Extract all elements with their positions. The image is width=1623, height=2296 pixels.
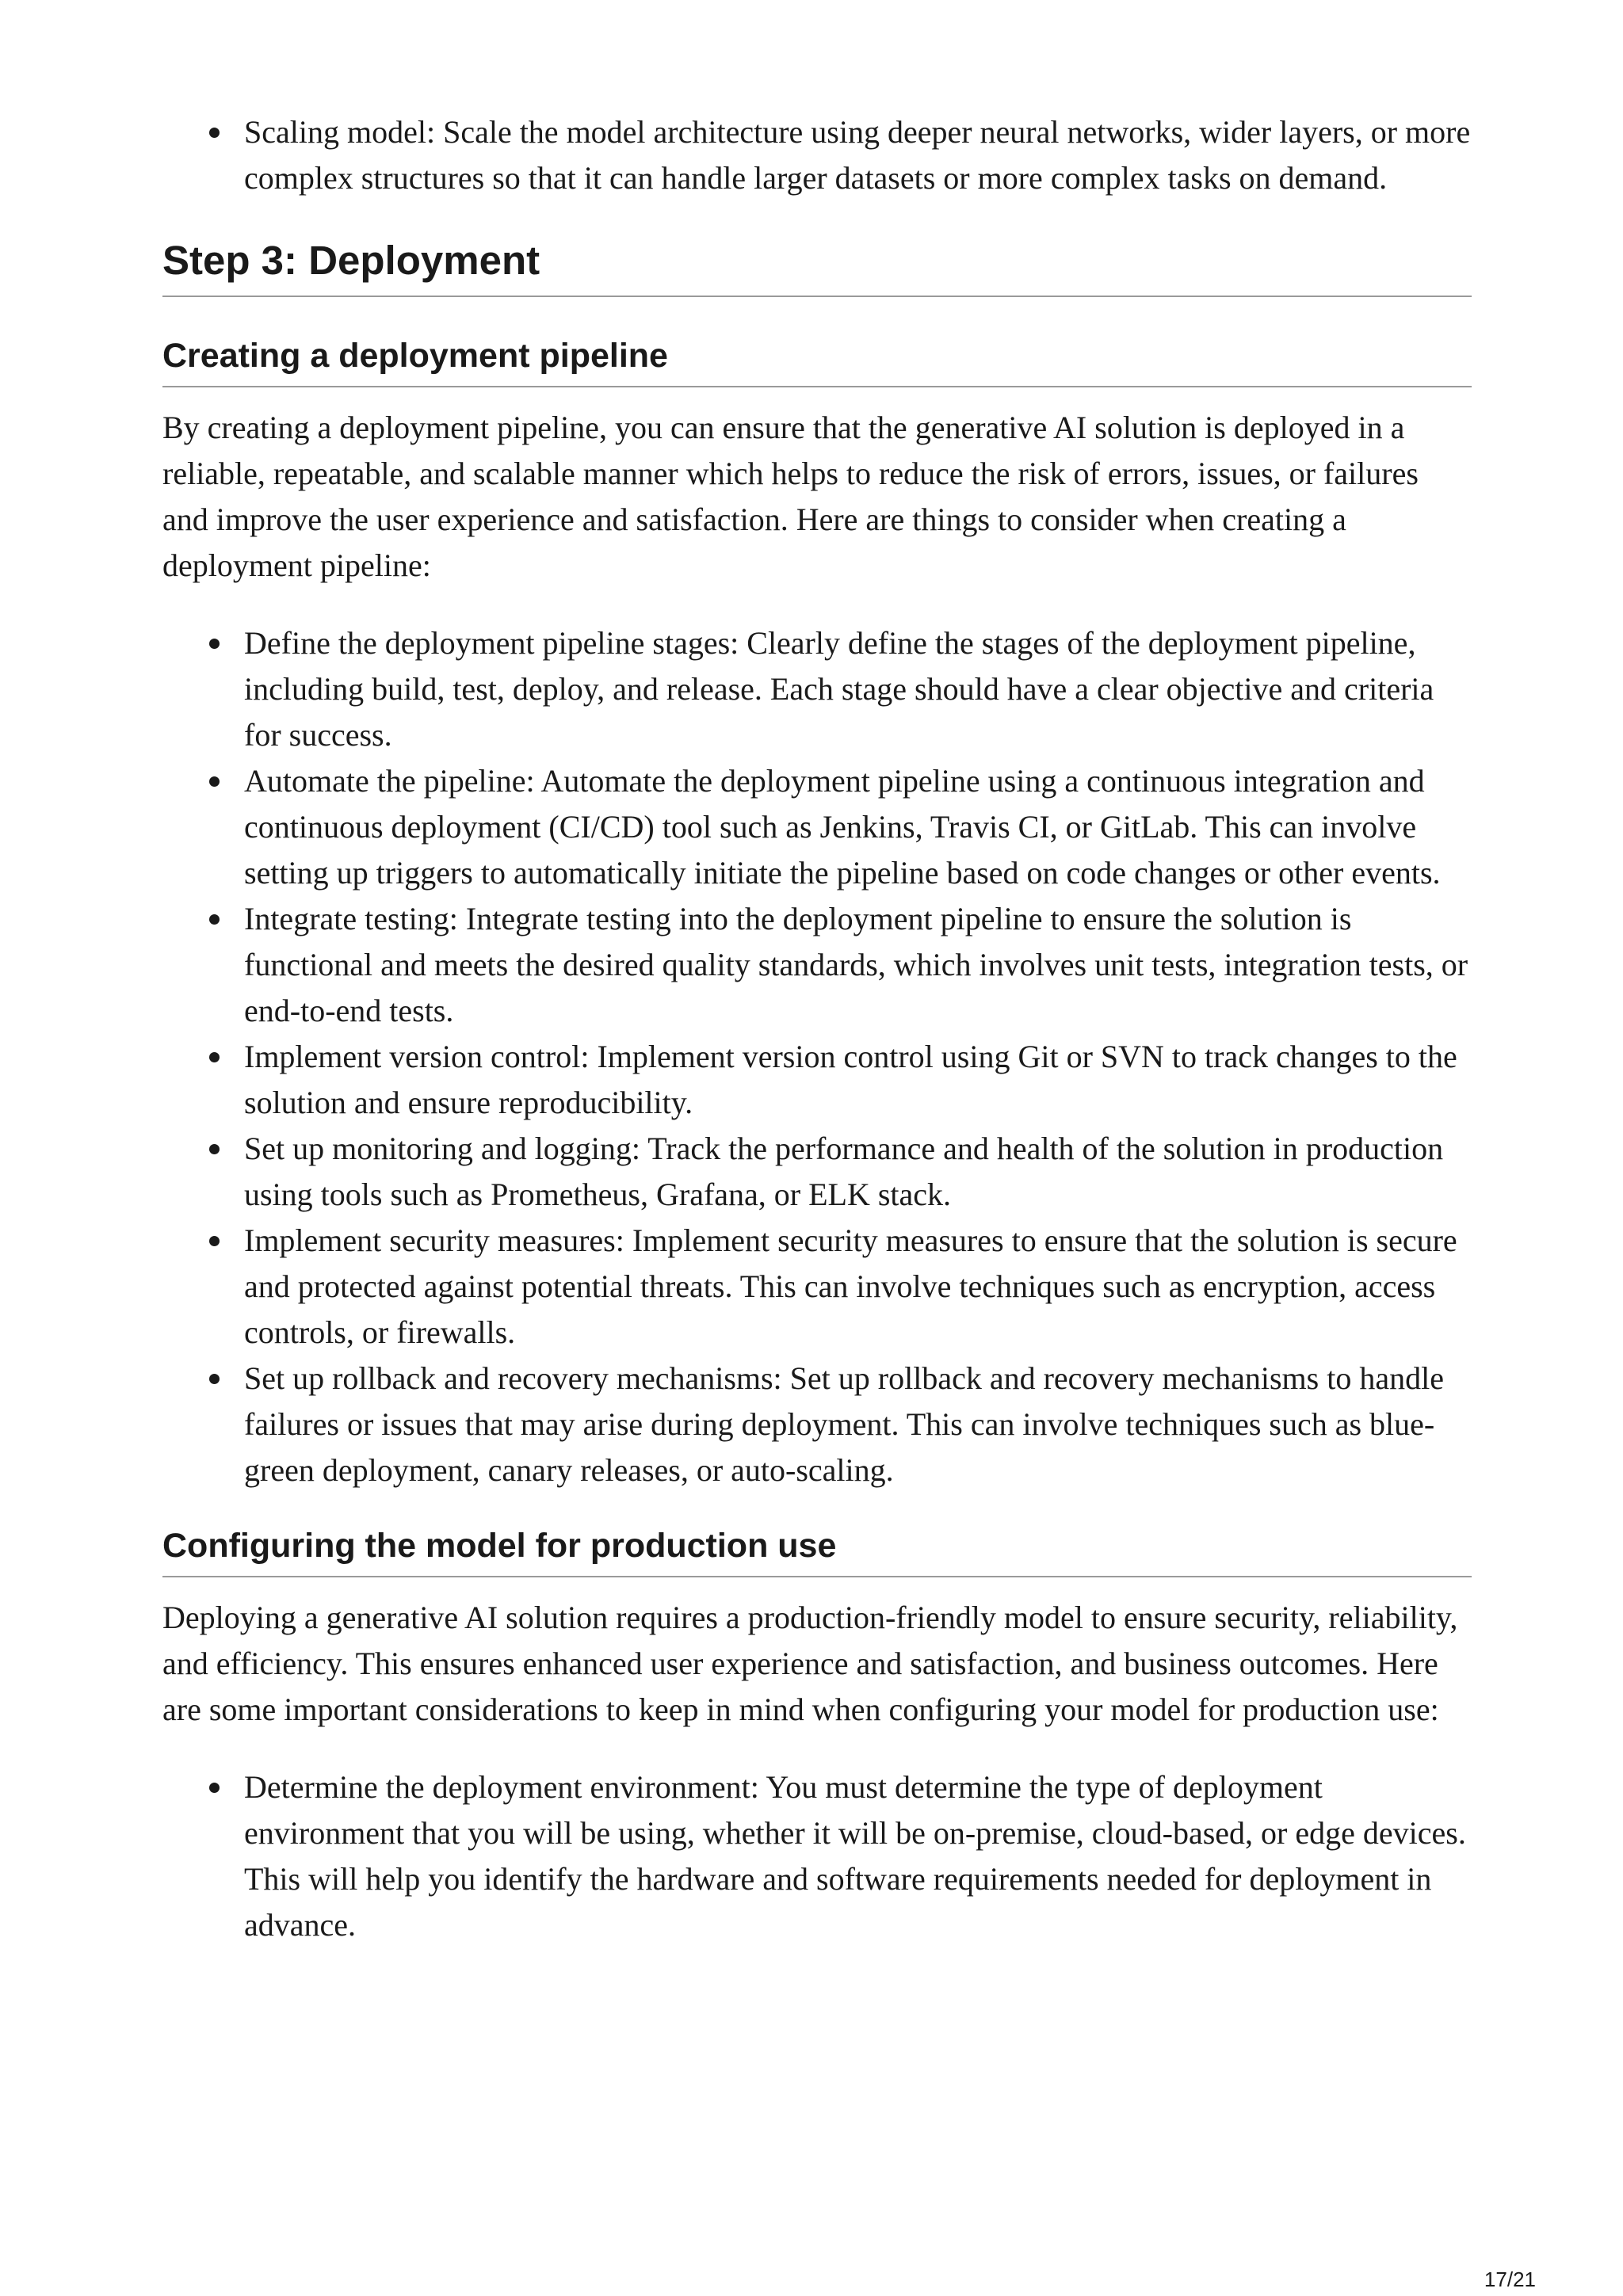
- list-item: Determine the deployment environment: You must determine the type of deployment environment that you will be using, whether it will be on-premise, cloud-based, or edge devices. This will help you identify the hardware and software requirements needed for deployment in advance.: [244, 1764, 1472, 1948]
- list-item: Implement version control: Implement version control using Git or SVN to track changes to the solution and ensure reproducibility.: [244, 1034, 1472, 1126]
- subsection-heading-deployment-pipeline: Creating a deployment pipeline: [162, 335, 1472, 387]
- paragraph-production-config-intro: Deploying a generative AI solution requires a production-friendly model to ensure security, reliability, and efficiency. This ensures enhanced user experience and satisfaction, and business outcomes. Here are some important considerations to keep in mind when configuring your model for production use:: [162, 1600, 1458, 1727]
- section-heading-step3: Step 3: Deployment: [162, 237, 1472, 297]
- list-item: Automate the pipeline: Automate the deployment pipeline using a continuous integration and continuous deployment (CI/CD) tool such as Jenkins, Travis CI, or GitLab. This can involve setting up triggers to automatically initiate the pipeline based on code changes or other events.: [244, 758, 1472, 896]
- list-item: Integrate testing: Integrate testing into the deployment pipeline to ensure the solution is functional and meets the desired quality standards, which involves unit tests, integration tests, or end-to-end tests.: [244, 896, 1472, 1034]
- subsection-heading-production-config: Configuring the model for production use: [162, 1525, 1472, 1577]
- paragraph-deployment-pipeline-intro: By creating a deployment pipeline, you can ensure that the generative AI solution is deployed in a reliable, repeatable, and scalable manner which helps to reduce the risk of errors, issues, or failures and improve the user experience and satisfaction. Here are things to consider when creating a deployment pipeline:: [162, 410, 1419, 583]
- list-item: Set up monitoring and logging: Track the performance and health of the solution in production using tools such as Prometheus, Grafana, or ELK stack.: [244, 1126, 1472, 1218]
- document-page: [162, 109, 1472, 1948]
- list-item: Implement security measures: Implement security measures to ensure that the solution is secure and protected against potential threats. This can involve techniques such as encryption, access controls, or firewalls.: [244, 1218, 1472, 1356]
- list-item: Define the deployment pipeline stages: Clearly define the stages of the deployment pipeline, including build, test, deploy, and release. Each stage should have a clear objective and criteria for success.: [244, 620, 1472, 758]
- page-number: 17/21: [1484, 2267, 1536, 2291]
- list-item: Set up rollback and recovery mechanisms: Set up rollback and recovery mechanisms to handle failures or issues that may arise during deployment. This can involve techniques such as blue-green deployment, canary releases, or auto-scaling.: [244, 1356, 1472, 1493]
- list-item: Scaling model: Scale the model architecture using deeper neural networks, wider layers, or more complex structures so that it can handle larger datasets or more complex tasks on demand.: [244, 109, 1472, 201]
- scaling-list: [162, 109, 1472, 201]
- deployment-pipeline-list: [162, 620, 1472, 1493]
- production-config-list: [162, 1764, 1472, 1948]
